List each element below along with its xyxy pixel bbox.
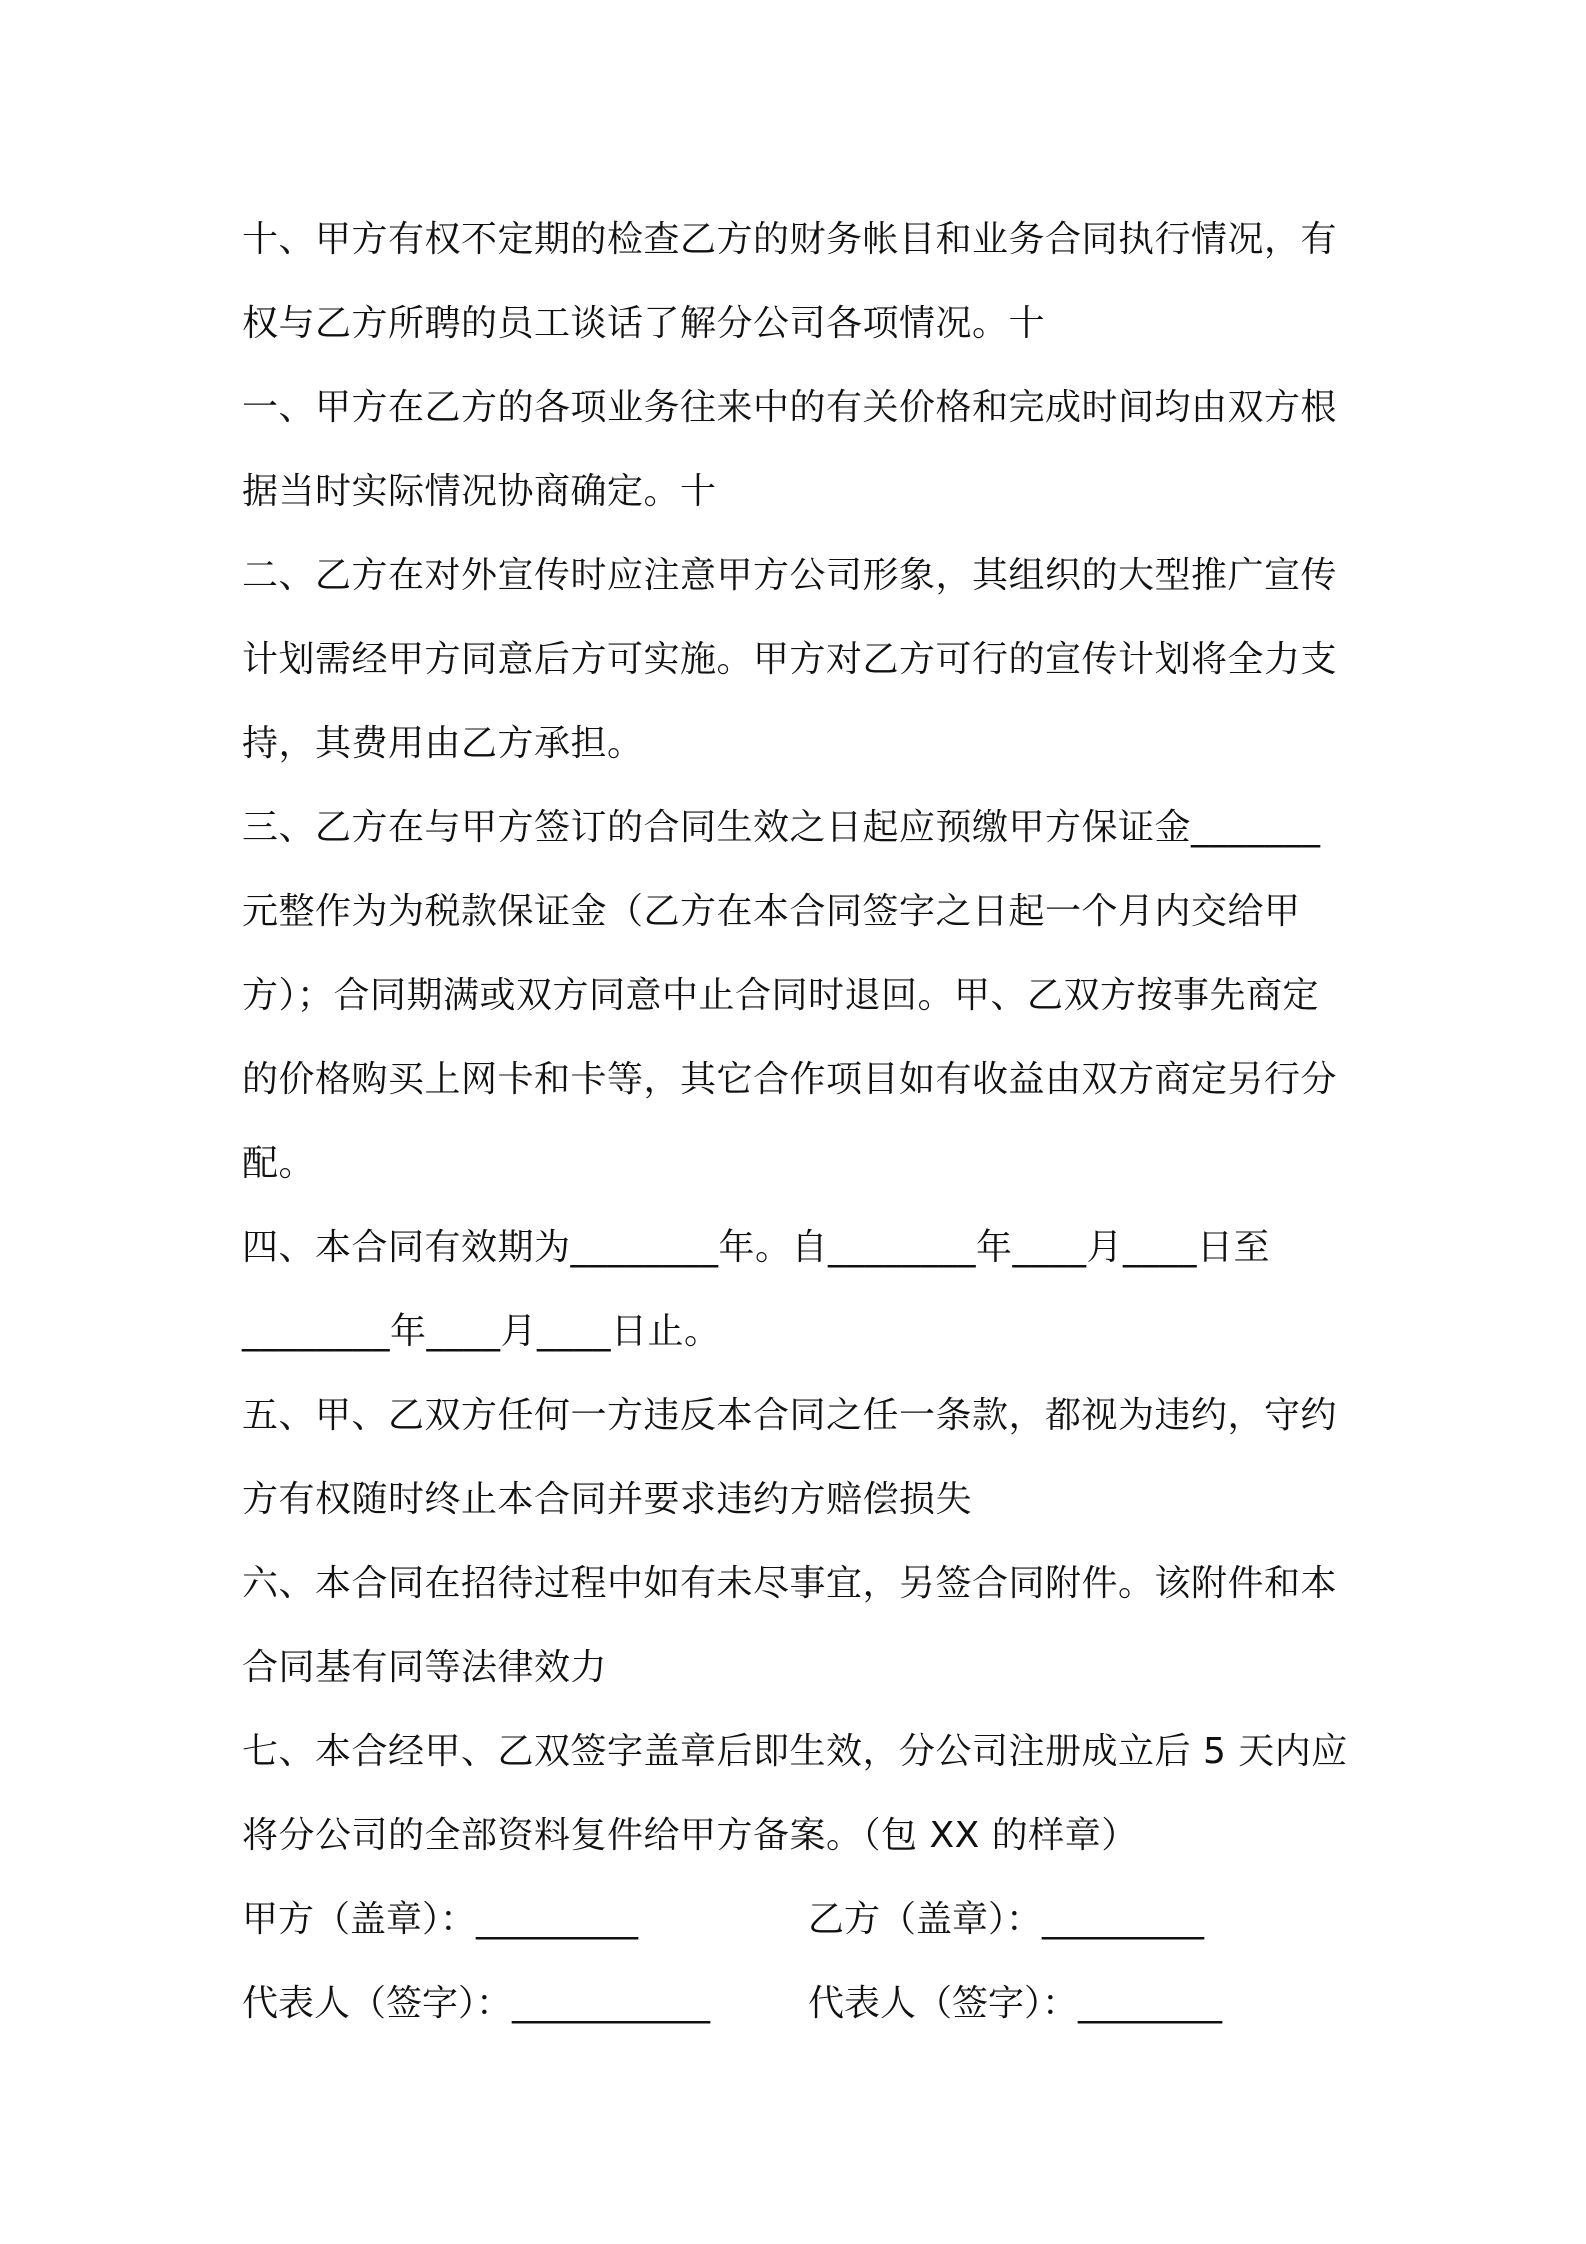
clause-10-line-1: 十、甲方有权不定期的检查乙方的财务帐目和业务合同执行情况，有 (242, 219, 1338, 260)
clause-14-line-1: 四、本合同有效期为________年。自________年____月____日至 (242, 1227, 1271, 1268)
clause-15-line-1: 五、甲、乙双方任何一方违反本合同之任一条款，都视为违约，守约 (242, 1395, 1338, 1436)
clause-11-line-1: 一、甲方在乙方的各项业务往来中的有关价格和完成时间均由双方根 (242, 387, 1338, 428)
clause-10-line-2: 权与乙方所聘的员工谈话了解分公司各项情况。十 (242, 303, 1046, 344)
clause-11-line-2: 据当时实际情况协商确定。十 (242, 471, 717, 512)
clause-13-line-5: 配。 (242, 1143, 316, 1184)
party-a-representative-field: 代表人（签字）：___________ (242, 1983, 711, 2024)
party-b-representative-field: 代表人（签字）：________ (808, 1983, 1223, 2024)
clause-12-line-3: 持，其费用由乙方承担。 (242, 723, 644, 764)
clause-16-line-2: 合同基有同等法律效力 (242, 1647, 608, 1688)
clause-14-line-2: ________年____月____日止。 (242, 1311, 721, 1352)
party-b-seal-field: 乙方（盖章）：_________ (808, 1899, 1205, 1940)
representative-row (242, 1962, 1362, 2046)
seal-row (242, 1878, 1362, 1962)
clause-13-line-2: 元整作为为税款保证金（乙方在本合同签字之日起一个月内交给甲 (242, 891, 1301, 932)
clause-13-line-4: 的价格购买上网卡和卡等，其它合作项目如有收益由双方商定另行分 (242, 1059, 1338, 1100)
clause-16-line-1: 六、本合同在招待过程中如有未尽事宜，另签合同附件。该附件和本 (242, 1563, 1338, 1604)
clause-17-line-1: 七、本合经甲、乙双签字盖章后即生效，分公司注册成立后 5 天内应 (242, 1731, 1348, 1772)
clause-13-line-1: 三、乙方在与甲方签订的合同生效之日起应预缴甲方保证金_______ (242, 807, 1321, 848)
clause-13-line-3: 方）；合同期满或双方同意中止合同时退回。甲、乙双方按事先商定 (242, 975, 1320, 1016)
clause-17-line-2: 将分公司的全部资料复件给甲方备案。（包 XX 的样章） (242, 1815, 1138, 1856)
clause-12-line-1: 二、乙方在对外宣传时应注意甲方公司形象，其组织的大型推广宣传 (242, 555, 1338, 596)
party-a-seal-field: 甲方（盖章）：_________ (242, 1899, 639, 1940)
clause-15-line-2: 方有权随时终止本合同并要求违约方赔偿损失 (242, 1479, 973, 1520)
clause-12-line-2: 计划需经甲方同意后方可实施。甲方对乙方可行的宣传计划将全力支 (242, 639, 1338, 680)
contract-body (242, 198, 1362, 2046)
